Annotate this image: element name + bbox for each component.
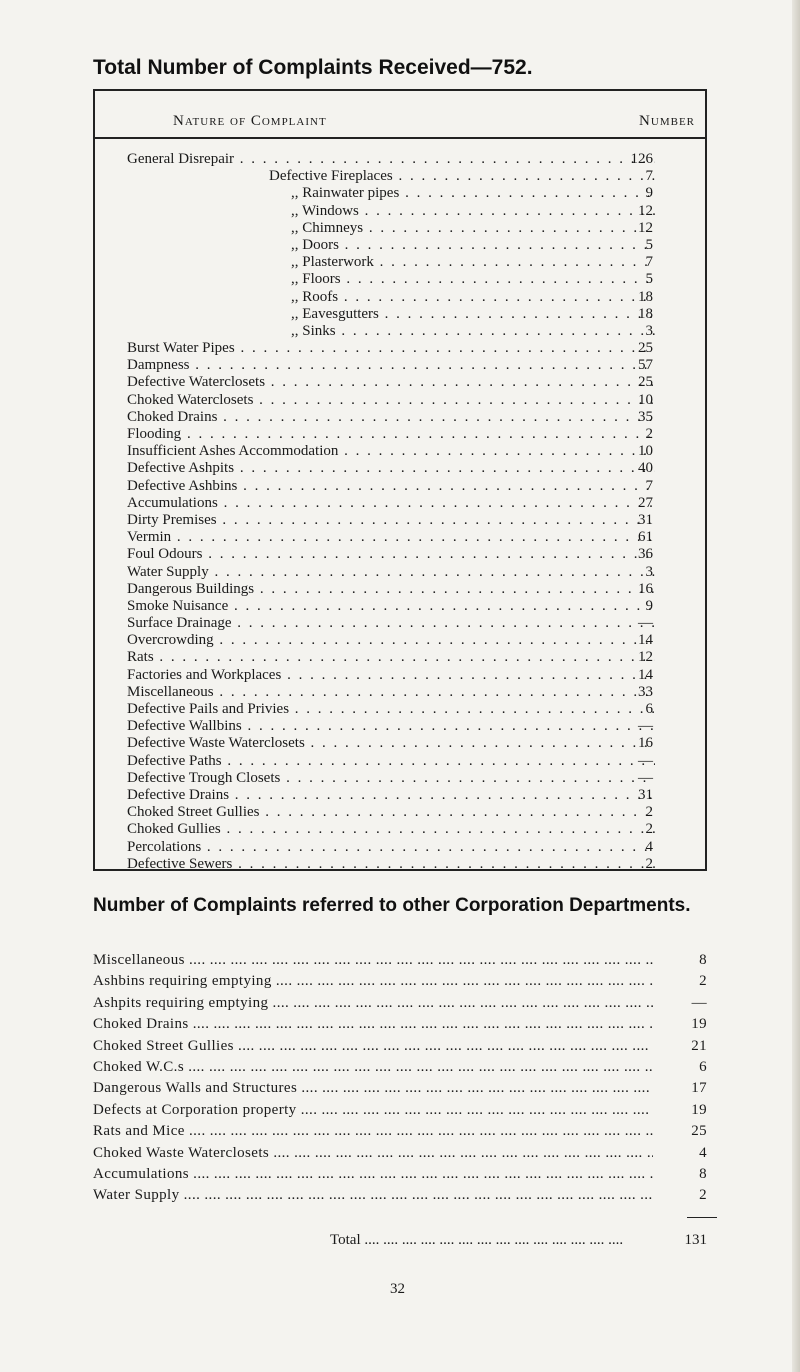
complaint-label: ,, Doors . . . xyxy=(291,237,655,254)
complaint-count: 36 xyxy=(638,546,653,563)
table-row xyxy=(95,564,705,581)
complaint-label: Smoke Nuisance . . . xyxy=(127,598,655,615)
table-row xyxy=(95,787,705,804)
referred-count: 21 xyxy=(691,1037,707,1054)
page-number: 32 xyxy=(390,1281,405,1297)
table-row xyxy=(95,735,705,752)
complaint-count: 7 xyxy=(645,254,653,271)
complaint-count: 12 xyxy=(638,649,653,666)
referred-row xyxy=(93,1057,723,1078)
complaint-label: Defective Wallbins . . . xyxy=(127,718,655,735)
table-row xyxy=(95,598,705,615)
complaint-count: 3 xyxy=(645,563,653,580)
complaint-count: 5 xyxy=(645,271,653,288)
page-heading: Total Number of Complaints Received—752. xyxy=(93,56,533,79)
table-row xyxy=(95,701,705,718)
complaint-count: 27 xyxy=(638,494,653,511)
complaint-label: Defective Waste Waterclosets . . . xyxy=(127,735,655,752)
complaint-count: 6 xyxy=(645,701,653,717)
total-row xyxy=(330,1229,723,1251)
referred-row xyxy=(93,993,723,1014)
table-row xyxy=(95,460,705,477)
referred-count: 2 xyxy=(699,1187,707,1204)
complaint-count: 18 xyxy=(638,305,653,322)
complaint-count: 7 xyxy=(645,477,653,494)
complaint-count: 33 xyxy=(638,683,653,700)
referred-label: Rats and Mice .... xyxy=(93,1121,653,1142)
complaint-label: ,, Chimneys . . . xyxy=(291,220,655,237)
referred-row xyxy=(93,1143,723,1164)
complaint-count: 57 xyxy=(638,357,653,374)
complaint-label: Surface Drainage . . . xyxy=(127,615,655,632)
complaint-count: — xyxy=(638,718,653,735)
complaint-label: Dampness . . . xyxy=(127,357,655,374)
referred-count: 4 xyxy=(699,1144,707,1161)
referred-label: Defects at Corporation property .... xyxy=(93,1100,653,1121)
referred-count: 8 xyxy=(699,952,707,968)
table-row xyxy=(95,512,705,529)
table-row xyxy=(95,821,705,838)
referred-row xyxy=(93,1036,723,1057)
complaint-label: Vermin . . . xyxy=(127,529,655,546)
referred-label: Miscellaneous .... xyxy=(93,950,653,971)
complaint-label: Rats . . . xyxy=(127,649,655,666)
complaint-label: Water Supply . . . xyxy=(127,564,655,581)
complaint-label: Overcrowding . . . xyxy=(127,632,655,649)
complaint-label: Defective Sewers . . . xyxy=(127,856,655,873)
complaint-count: 18 xyxy=(638,288,653,305)
referred-count: 6 xyxy=(699,1058,707,1075)
table-row xyxy=(95,323,705,340)
complaint-count: 5 xyxy=(645,236,653,253)
table-row xyxy=(95,168,705,185)
referred-count: 17 xyxy=(691,1080,707,1097)
referred-row xyxy=(93,950,723,971)
complaint-count: 2 xyxy=(645,804,653,821)
complaint-label: Defective Ashbins . . . xyxy=(127,478,655,495)
table-row xyxy=(95,271,705,288)
complaint-label: ,, Roofs . . . xyxy=(291,289,655,306)
table-row xyxy=(95,753,705,770)
complaint-count: 9 xyxy=(645,185,653,202)
table-row xyxy=(95,185,705,202)
table-row xyxy=(95,220,705,237)
referred-row xyxy=(93,1121,723,1142)
complaint-label: ,, Floors . . . xyxy=(291,271,655,288)
referred-label: Choked W.C.s .... xyxy=(93,1057,653,1078)
complaint-count: 31 xyxy=(638,511,653,528)
complaint-count: 7 xyxy=(645,168,653,185)
referred-count: 8 xyxy=(699,1165,707,1182)
complaint-label: Burst Water Pipes . . . xyxy=(127,340,655,357)
complaint-label: Defective Paths . . . xyxy=(127,753,655,770)
complaint-label: ,, Windows . . . xyxy=(291,203,655,220)
complaint-count: 61 xyxy=(638,529,653,546)
referred-label: Ashpits requiring emptying .... xyxy=(93,993,653,1014)
complaint-label: Foul Odours . . . xyxy=(127,546,655,563)
table-row xyxy=(95,839,705,856)
table-header xyxy=(95,91,705,139)
table-row xyxy=(95,340,705,357)
referred-label: Ashbins requiring emptying .... xyxy=(93,971,653,992)
table-row xyxy=(95,289,705,306)
header-nature-of-complaint: Nature of Complaint xyxy=(173,113,327,129)
table-row xyxy=(95,443,705,460)
table-row xyxy=(95,426,705,443)
complaint-count: 2 xyxy=(645,821,653,838)
complaint-label: Defective Fireplaces . . . xyxy=(269,168,655,185)
table-row xyxy=(95,237,705,254)
complaint-count: 25 xyxy=(638,374,653,391)
complaint-label: ,, Sinks . . . xyxy=(291,323,655,340)
referred-heading: Number of Complaints referred to other Corporation Departments. xyxy=(93,895,691,916)
complaint-count: 3 xyxy=(645,322,653,339)
referred-count: 19 xyxy=(691,1101,707,1118)
complaint-count: 25 xyxy=(638,340,653,357)
referred-label: Choked Waste Waterclosets .... xyxy=(93,1143,653,1164)
complaint-count: — xyxy=(638,769,653,786)
complaint-count: 12 xyxy=(638,219,653,236)
referred-label: Dangerous Walls and Structures .... xyxy=(93,1078,653,1099)
complaint-count: 35 xyxy=(638,408,653,425)
table-row xyxy=(95,632,705,649)
referred-row xyxy=(93,1185,723,1206)
table-row xyxy=(95,203,705,220)
table-row xyxy=(95,546,705,563)
table-row xyxy=(95,529,705,546)
table-row xyxy=(95,615,705,632)
total-label: Total .... xyxy=(330,1229,660,1251)
complaint-count: 16 xyxy=(638,580,653,597)
complaint-count: 31 xyxy=(638,786,653,803)
complaint-count: 16 xyxy=(638,735,653,752)
complaint-label: Defective Trough Closets . . . xyxy=(127,770,655,787)
complaint-count: — xyxy=(638,752,653,769)
referred-row xyxy=(93,1100,723,1121)
referred-row xyxy=(93,1078,723,1099)
complaint-label: Dangerous Buildings . . . xyxy=(127,581,655,598)
table-row xyxy=(95,392,705,409)
total-rule xyxy=(687,1217,717,1218)
table-row xyxy=(95,718,705,735)
table-row xyxy=(95,495,705,512)
complaint-label: Percolations . . . xyxy=(127,839,655,856)
referred-count: 2 xyxy=(699,973,707,990)
complaint-label: Choked Gullies . . . xyxy=(127,821,655,838)
referred-label: Accumulations .... xyxy=(93,1164,653,1185)
complaint-count: 126 xyxy=(630,151,653,167)
complaint-label: Accumulations . . . xyxy=(127,495,655,512)
page-edge xyxy=(792,0,800,1372)
complaint-label: Choked Street Gullies . . . xyxy=(127,804,655,821)
header-number: Number xyxy=(639,113,695,129)
table-row xyxy=(95,684,705,701)
referred-label: Choked Street Gullies .... xyxy=(93,1036,653,1057)
table-row xyxy=(95,409,705,426)
complaint-label: General Disrepair . . . xyxy=(127,151,655,168)
complaint-label: ,, Rainwater pipes . . . xyxy=(291,185,655,202)
referred-row xyxy=(93,971,723,992)
table-row xyxy=(95,856,705,873)
complaint-label: Choked Drains . . . xyxy=(127,409,655,426)
table-row xyxy=(95,478,705,495)
referred-count: — xyxy=(691,994,707,1011)
referred-list xyxy=(93,950,723,1207)
complaint-count: 2 xyxy=(645,426,653,442)
complaint-count: 9 xyxy=(645,597,653,614)
complaint-label: ,, Eavesgutters . . . xyxy=(291,306,655,323)
complaints-table xyxy=(93,89,707,871)
complaint-label: Insufficient Ashes Accommodation . . . xyxy=(127,443,655,460)
complaint-count: 40 xyxy=(638,460,653,477)
referred-count: 25 xyxy=(691,1123,707,1140)
table-row xyxy=(95,306,705,323)
table-row xyxy=(95,667,705,684)
table-row xyxy=(95,374,705,391)
referred-row xyxy=(93,1014,723,1035)
referred-label: Choked Drains .... xyxy=(93,1014,653,1035)
complaint-label: Defective Pails and Privies . . . xyxy=(127,701,655,718)
table-body xyxy=(95,151,705,873)
complaint-count: 2 xyxy=(645,855,653,872)
table-row xyxy=(95,804,705,821)
table-row xyxy=(95,357,705,374)
table-row xyxy=(95,151,705,168)
complaint-label: Defective Waterclosets . . . xyxy=(127,374,655,391)
complaint-label: Dirty Premises . . . xyxy=(127,512,655,529)
complaint-count: 14 xyxy=(638,666,653,683)
referred-count: 19 xyxy=(691,1016,707,1033)
complaint-label: ,, Plasterwork . . . xyxy=(291,254,655,271)
complaint-count: — xyxy=(638,615,653,632)
table-row xyxy=(95,254,705,271)
referred-row xyxy=(93,1164,723,1185)
total-value: 131 xyxy=(684,1232,707,1248)
complaint-label: Defective Drains . . . xyxy=(127,787,655,804)
table-row xyxy=(95,770,705,787)
complaint-label: Flooding . . . xyxy=(127,426,655,443)
table-row xyxy=(95,649,705,666)
complaint-count: 12 xyxy=(638,202,653,219)
complaint-label: Choked Waterclosets . . . xyxy=(127,392,655,409)
complaint-count: 4 xyxy=(645,838,653,855)
table-row xyxy=(95,581,705,598)
complaint-label: Miscellaneous . . . xyxy=(127,684,655,701)
complaint-count: 14 xyxy=(638,632,653,649)
complaint-label: Defective Ashpits . . . xyxy=(127,460,655,477)
referred-label: Water Supply .... xyxy=(93,1185,653,1206)
complaint-count: 10 xyxy=(638,443,653,460)
complaint-label: Factories and Workplaces . . . xyxy=(127,667,655,684)
complaint-count: 10 xyxy=(638,391,653,408)
